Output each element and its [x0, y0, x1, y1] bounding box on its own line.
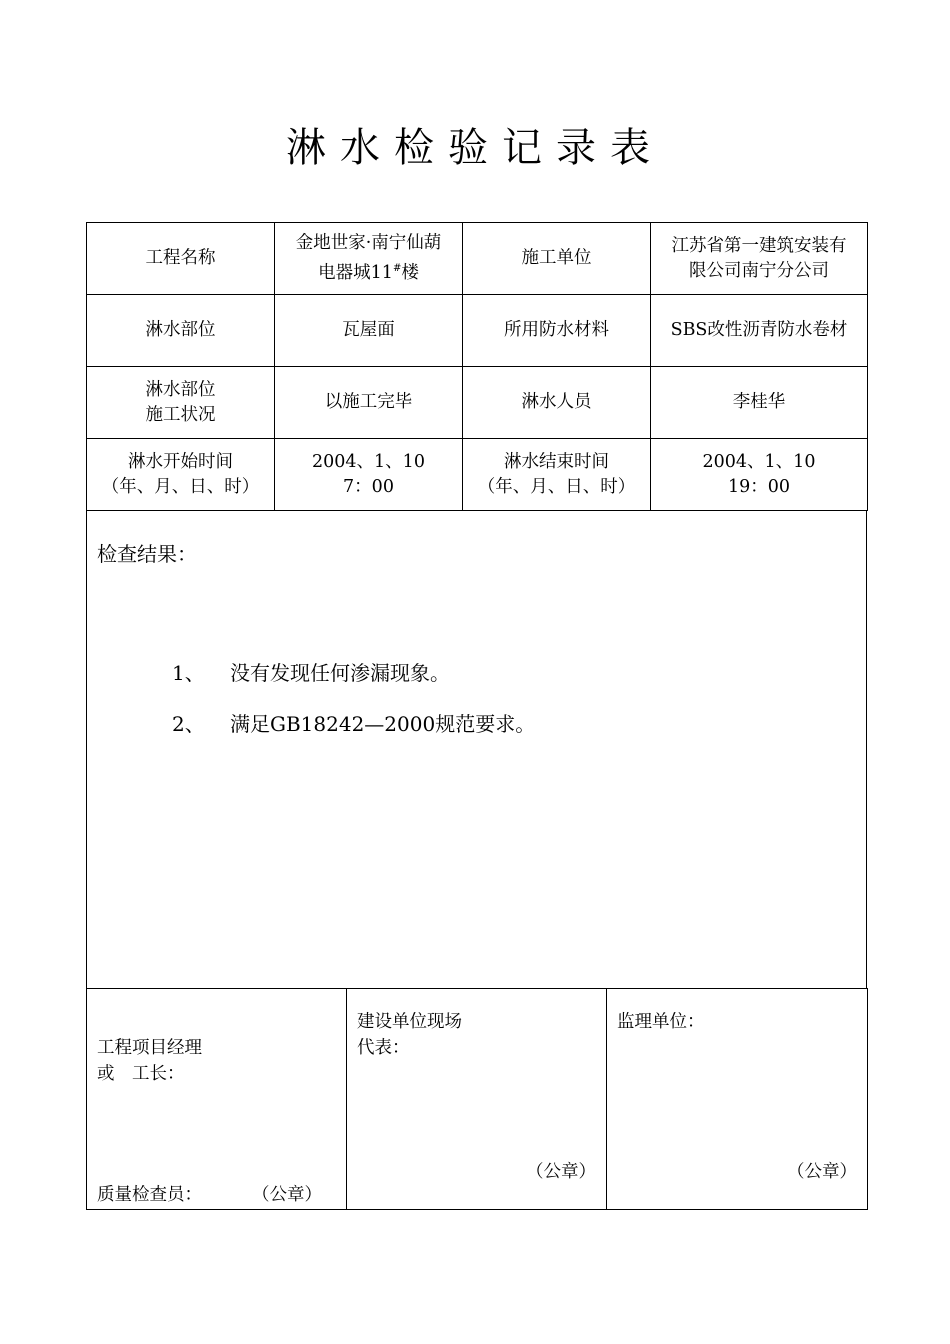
supervisor-label: 监理单位： — [617, 1012, 705, 1032]
value-material: SBS改性沥青防水卷材 — [651, 295, 868, 367]
list-item-text: 满足GB18242—2000规范要求。 — [230, 712, 536, 736]
value-start-time: 2004、1、10 7：00 — [275, 439, 463, 511]
table-row — [87, 295, 868, 367]
owner-signature-cell — [347, 989, 607, 1210]
page-title: 淋水检验记录表 — [286, 125, 664, 171]
list-item-text: 没有发现任何渗漏现象。 — [230, 661, 450, 685]
label-project-name: 工程名称 — [87, 223, 275, 295]
quality-inspector-label: 质量检查员： — [97, 1185, 202, 1205]
value-contractor: 江苏省第一建筑安装有 限公司南宁分公司 — [651, 223, 868, 295]
owner-representative-label: 建设单位现场 代表： — [357, 1012, 462, 1058]
list-item — [172, 708, 535, 737]
results-label: 检查结果： — [97, 542, 197, 566]
supervisor-signature-cell — [607, 989, 868, 1210]
label-material: 所用防水材料 — [463, 295, 651, 367]
label-spray-area: 淋水部位 — [87, 295, 275, 367]
value-project-name: 金地世家·南宁仙葫 电器城11#楼 — [275, 223, 463, 295]
value-spray-area: 瓦屋面 — [275, 295, 463, 367]
value-area-status: 以施工完毕 — [275, 367, 463, 439]
value-end-time: 2004、1、10 19：00 — [651, 439, 868, 511]
results-section — [86, 510, 867, 988]
label-personnel: 淋水人员 — [463, 367, 651, 439]
value-personnel: 李桂华 — [651, 367, 868, 439]
label-contractor: 施工单位 — [463, 223, 651, 295]
seal-label: （公章） — [252, 1185, 322, 1205]
table-row — [87, 439, 868, 511]
seal-label: （公章） — [526, 1162, 596, 1182]
list-item — [172, 657, 450, 686]
manager-label: 工程项目经理 或 工长： — [97, 1038, 202, 1084]
table-row — [87, 367, 868, 439]
manager-signature-cell — [87, 989, 347, 1210]
signature-table — [86, 988, 868, 1210]
info-table — [86, 222, 868, 511]
list-item-number: 1、 — [172, 661, 205, 685]
list-item-number: 2、 — [172, 712, 205, 736]
label-start-time: 淋水开始时间 （年、月、日、时） — [87, 439, 275, 511]
label-end-time: 淋水结束时间 （年、月、日、时） — [463, 439, 651, 511]
seal-label: （公章） — [787, 1162, 857, 1182]
label-area-status: 淋水部位 施工状况 — [87, 367, 275, 439]
table-row — [87, 223, 868, 295]
